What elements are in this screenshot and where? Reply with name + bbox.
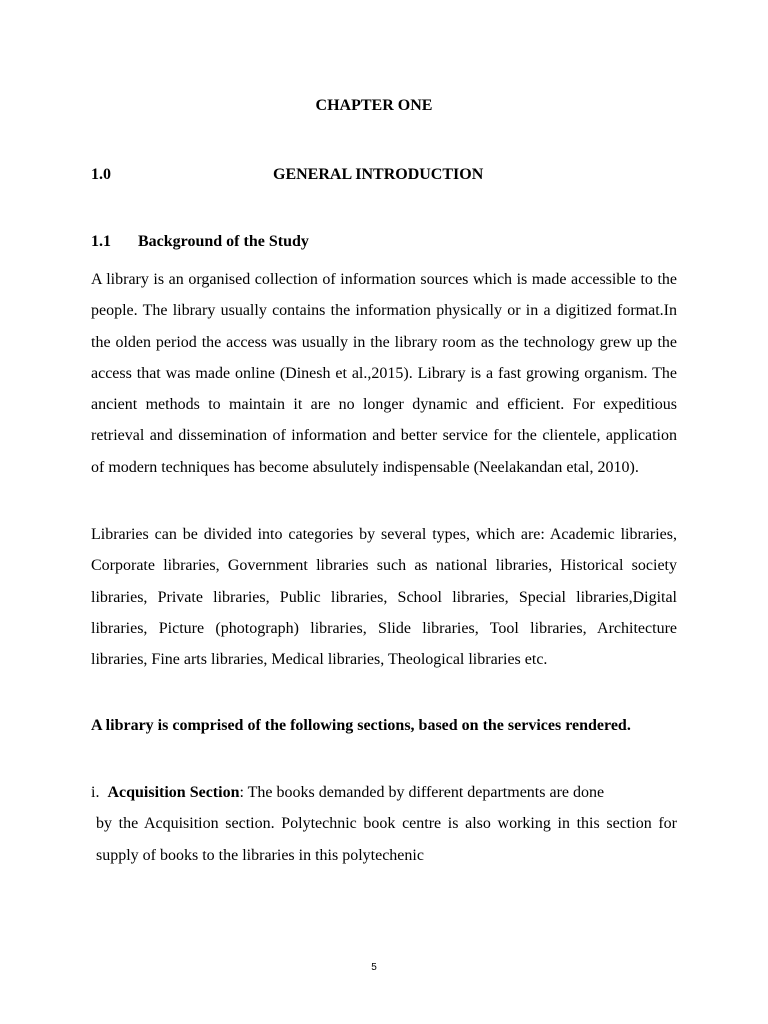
list-text-continued: by the Acquisition section. Polytechnic book centre is also working in this section for supply of books to the libraries in this polytechenic xyxy=(96,815,677,864)
subsection-heading xyxy=(91,233,309,251)
section-number: 1.0 xyxy=(91,166,111,183)
paragraph-sections-intro: A library is comprised of the following sections, based on the services rendered. xyxy=(91,717,631,734)
list-marker: i. xyxy=(91,784,100,801)
page-number: 5 xyxy=(371,962,377,973)
subsection-number: 1.1 xyxy=(91,233,111,250)
list-term: Acquisition Section xyxy=(107,784,240,801)
paragraph-background: A library is an organised collection of information sources which is made accessible to the people. The library usually contains the information physically or in a digitized format.In the olden period the access was usually in the library room as the technology grew up the access that was made online (Dinesh et al.,2015). Library is a fast growing organism. The ancient methods to maintain it are no longer dynamic and efficient. For expeditious retrieval and dissemination of information and better service for the clientele, application of modern techniques has become absulutely indispensable (Neelakandan etal, 2010). xyxy=(91,271,677,476)
section-title: GENERAL INTRODUCTION xyxy=(273,166,484,183)
paragraph-library-types: Libraries can be divided into categories by several types, which are: Academic libraries, Corporate libraries, Government libraries such as national libraries, Historical society libraries, Private libraries, Public libraries, School libraries, Special libraries,Digital libraries, Picture (photograph) libraries, Slide libraries, Tool libraries, Architecture libraries, Fine arts libraries, Medical libraries, Theological libraries etc. xyxy=(91,526,677,669)
list-item-acquisition xyxy=(91,777,677,871)
chapter-title: CHAPTER ONE xyxy=(315,97,433,114)
subsection-title: Background of the Study xyxy=(138,233,309,250)
list-text-first-line: : The books demanded by different departments are done xyxy=(239,784,605,801)
